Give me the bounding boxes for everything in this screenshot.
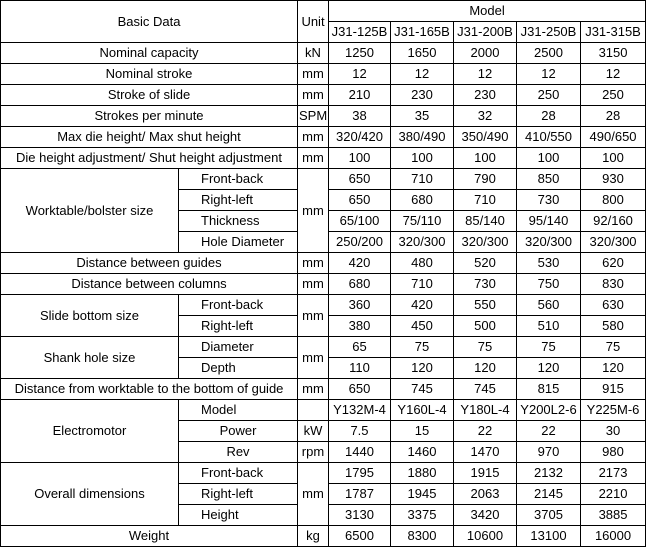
sub-label: Model: [179, 400, 298, 421]
cell-value: 120: [454, 358, 517, 379]
cell-value: 1795: [329, 463, 391, 484]
cell-value: Y225M-6: [581, 400, 646, 421]
row-unit: mm: [298, 253, 329, 274]
row-unit: kW: [298, 421, 329, 442]
cell-value: 500: [454, 316, 517, 337]
model-name: J31-165B: [391, 22, 454, 43]
cell-value: 12: [581, 64, 646, 85]
cell-value: 38: [329, 106, 391, 127]
cell-value: 16000: [581, 526, 646, 547]
header-model: Model: [329, 1, 646, 22]
row-unit: mm: [298, 148, 329, 169]
cell-value: 120: [517, 358, 581, 379]
sub-label: Hole Diameter: [179, 232, 298, 253]
row-label: Distance from worktable to the bottom of guide: [1, 379, 298, 400]
row-shank-hole-diameter: [1, 337, 646, 358]
row-unit: kg: [298, 526, 329, 547]
row-unit: mm: [298, 463, 329, 526]
sub-label: Power: [179, 421, 298, 442]
cell-value: 3375: [391, 505, 454, 526]
cell-value: 420: [329, 253, 391, 274]
row-nominal-stroke: [1, 64, 646, 85]
model-name: J31-250B: [517, 22, 581, 43]
cell-value: 12: [517, 64, 581, 85]
cell-value: Y200L2-6: [517, 400, 581, 421]
cell-value: 3885: [581, 505, 646, 526]
cell-value: 15: [391, 421, 454, 442]
cell-value: 92/160: [581, 211, 646, 232]
sub-label: Right-left: [179, 316, 298, 337]
cell-value: 22: [517, 421, 581, 442]
cell-value: 230: [391, 85, 454, 106]
cell-value: 95/140: [517, 211, 581, 232]
cell-value: 12: [391, 64, 454, 85]
row-unit: mm: [298, 85, 329, 106]
cell-value: 100: [517, 148, 581, 169]
cell-value: 75: [517, 337, 581, 358]
cell-value: 410/550: [517, 127, 581, 148]
cell-value: 210: [329, 85, 391, 106]
cell-value: 2210: [581, 484, 646, 505]
cell-value: 730: [454, 274, 517, 295]
cell-value: 380: [329, 316, 391, 337]
cell-value: 745: [391, 379, 454, 400]
cell-value: 120: [391, 358, 454, 379]
cell-value: 75/110: [391, 211, 454, 232]
cell-value: 3130: [329, 505, 391, 526]
row-worktable-front-back: [1, 169, 646, 190]
sub-label: Diameter: [179, 337, 298, 358]
cell-value: 100: [581, 148, 646, 169]
cell-value: 360: [329, 295, 391, 316]
row-electromotor-model: [1, 400, 646, 421]
row-unit: mm: [298, 379, 329, 400]
row-label: Strokes per minute: [1, 106, 298, 127]
cell-value: 100: [454, 148, 517, 169]
row-distance-between-columns: [1, 274, 646, 295]
sub-label: Front-back: [179, 169, 298, 190]
model-name: J31-200B: [454, 22, 517, 43]
cell-value: 1787: [329, 484, 391, 505]
cell-value: 1470: [454, 442, 517, 463]
row-strokes-per-minute: [1, 106, 646, 127]
row-unit: mm: [298, 169, 329, 253]
row-label: Weight: [1, 526, 298, 547]
group-label: Shank hole size: [1, 337, 179, 379]
cell-value: 970: [517, 442, 581, 463]
cell-value: 1460: [391, 442, 454, 463]
row-distance-worktable-guide: [1, 379, 646, 400]
cell-value: 320/300: [454, 232, 517, 253]
sub-label: Thickness: [179, 211, 298, 232]
cell-value: 100: [391, 148, 454, 169]
cell-value: 250: [517, 85, 581, 106]
cell-value: 250: [581, 85, 646, 106]
row-stroke-of-slide: [1, 85, 646, 106]
group-label: Electromotor: [1, 400, 179, 463]
cell-value: 2173: [581, 463, 646, 484]
cell-value: Y180L-4: [454, 400, 517, 421]
row-weight: [1, 526, 646, 547]
cell-value: 620: [581, 253, 646, 274]
cell-value: 710: [391, 274, 454, 295]
cell-value: 100: [329, 148, 391, 169]
cell-value: 75: [454, 337, 517, 358]
cell-value: 12: [454, 64, 517, 85]
cell-value: 320/300: [517, 232, 581, 253]
cell-value: Y132M-4: [329, 400, 391, 421]
cell-value: 350/490: [454, 127, 517, 148]
sub-label: Rev: [179, 442, 298, 463]
row-label: Distance between columns: [1, 274, 298, 295]
cell-value: 710: [391, 169, 454, 190]
cell-value: 7.5: [329, 421, 391, 442]
cell-value: 560: [517, 295, 581, 316]
cell-value: 75: [581, 337, 646, 358]
cell-value: 650: [329, 379, 391, 400]
sub-label: Front-back: [179, 463, 298, 484]
cell-value: 790: [454, 169, 517, 190]
row-label: Max die height/ Max shut height: [1, 127, 298, 148]
sub-label: Depth: [179, 358, 298, 379]
model-name: J31-315B: [581, 22, 646, 43]
header-unit: Unit: [298, 1, 329, 43]
row-nominal-capacity: [1, 43, 646, 64]
cell-value: 580: [581, 316, 646, 337]
row-distance-between-guides: [1, 253, 646, 274]
cell-value: 1250: [329, 43, 391, 64]
cell-value: 650: [329, 169, 391, 190]
row-unit: mm: [298, 274, 329, 295]
cell-value: 680: [391, 190, 454, 211]
cell-value: 65/100: [329, 211, 391, 232]
cell-value: 800: [581, 190, 646, 211]
cell-value: 3705: [517, 505, 581, 526]
cell-value: 2500: [517, 43, 581, 64]
cell-value: 450: [391, 316, 454, 337]
cell-value: Y160L-4: [391, 400, 454, 421]
sub-label: Right-left: [179, 484, 298, 505]
row-unit: mm: [298, 64, 329, 85]
header-basic-data: Basic Data: [1, 1, 298, 43]
sub-label: Front-back: [179, 295, 298, 316]
cell-value: 915: [581, 379, 646, 400]
cell-value: 490/650: [581, 127, 646, 148]
cell-value: 1880: [391, 463, 454, 484]
group-label: Overall dimensions: [1, 463, 179, 526]
cell-value: 815: [517, 379, 581, 400]
row-label: Nominal stroke: [1, 64, 298, 85]
cell-value: 10600: [454, 526, 517, 547]
cell-value: 1440: [329, 442, 391, 463]
cell-value: 6500: [329, 526, 391, 547]
row-max-die-height: [1, 127, 646, 148]
cell-value: 320/300: [581, 232, 646, 253]
cell-value: 250/200: [329, 232, 391, 253]
cell-value: 745: [454, 379, 517, 400]
row-label: Distance between guides: [1, 253, 298, 274]
cell-value: 1945: [391, 484, 454, 505]
model-name: J31-125B: [329, 22, 391, 43]
cell-value: 320/420: [329, 127, 391, 148]
cell-value: 230: [454, 85, 517, 106]
cell-value: 1650: [391, 43, 454, 64]
row-unit: kN: [298, 43, 329, 64]
cell-value: 32: [454, 106, 517, 127]
cell-value: 85/140: [454, 211, 517, 232]
sub-label: Right-left: [179, 190, 298, 211]
cell-value: 2000: [454, 43, 517, 64]
cell-value: 980: [581, 442, 646, 463]
cell-value: 3420: [454, 505, 517, 526]
row-unit: rpm: [298, 442, 329, 463]
row-unit: [298, 400, 329, 421]
cell-value: 2132: [517, 463, 581, 484]
row-label: Nominal capacity: [1, 43, 298, 64]
cell-value: 28: [517, 106, 581, 127]
cell-value: 2145: [517, 484, 581, 505]
row-label: Stroke of slide: [1, 85, 298, 106]
cell-value: 480: [391, 253, 454, 274]
row-unit: mm: [298, 295, 329, 337]
cell-value: 22: [454, 421, 517, 442]
row-die-height-adjustment: [1, 148, 646, 169]
row-unit: mm: [298, 127, 329, 148]
cell-value: 1915: [454, 463, 517, 484]
cell-value: 8300: [391, 526, 454, 547]
cell-value: 710: [454, 190, 517, 211]
cell-value: 12: [329, 64, 391, 85]
cell-value: 850: [517, 169, 581, 190]
cell-value: 530: [517, 253, 581, 274]
cell-value: 930: [581, 169, 646, 190]
cell-value: 75: [391, 337, 454, 358]
cell-value: 35: [391, 106, 454, 127]
cell-value: 420: [391, 295, 454, 316]
cell-value: 830: [581, 274, 646, 295]
cell-value: 730: [517, 190, 581, 211]
row-unit: SPM: [298, 106, 329, 127]
group-label: Worktable/bolster size: [1, 169, 179, 253]
cell-value: 510: [517, 316, 581, 337]
cell-value: 520: [454, 253, 517, 274]
cell-value: 110: [329, 358, 391, 379]
row-unit: mm: [298, 337, 329, 379]
cell-value: 680: [329, 274, 391, 295]
row-label: Die height adjustment/ Shut height adjustment: [1, 148, 298, 169]
row-slide-bottom-front-back: [1, 295, 646, 316]
sub-label: Height: [179, 505, 298, 526]
group-label: Slide bottom size: [1, 295, 179, 337]
cell-value: 65: [329, 337, 391, 358]
cell-value: 120: [581, 358, 646, 379]
cell-value: 650: [329, 190, 391, 211]
cell-value: 750: [517, 274, 581, 295]
cell-value: 320/300: [391, 232, 454, 253]
row-overall-front-back: [1, 463, 646, 484]
cell-value: 2063: [454, 484, 517, 505]
cell-value: 13100: [517, 526, 581, 547]
cell-value: 630: [581, 295, 646, 316]
cell-value: 550: [454, 295, 517, 316]
cell-value: 28: [581, 106, 646, 127]
cell-value: 3150: [581, 43, 646, 64]
cell-value: 380/490: [391, 127, 454, 148]
cell-value: 30: [581, 421, 646, 442]
